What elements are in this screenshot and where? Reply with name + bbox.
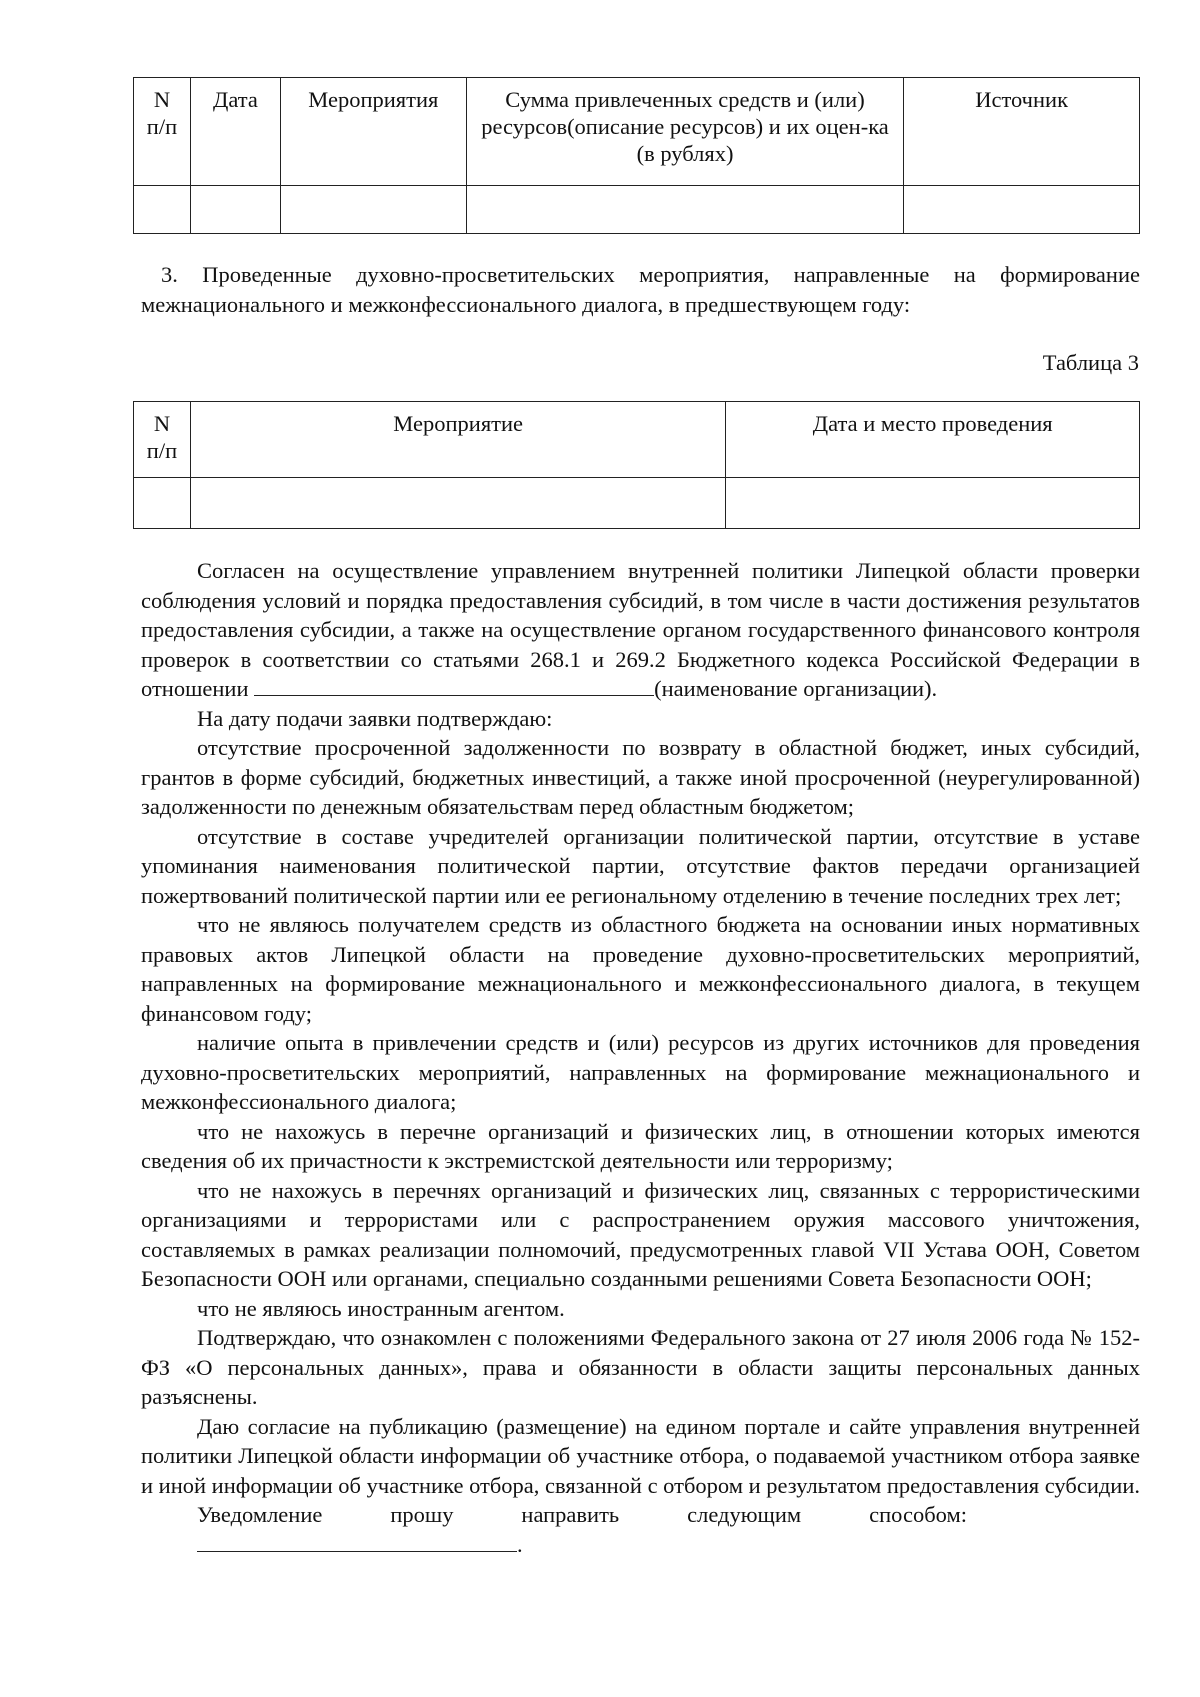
consent-text: Согласен на осуществление управлением внутренней политики Липецкой области проверки соблюдения условий и порядка предоставления субсидий, в том числе в части достижения результатов предоставления субсидии, а также на осуществление органом государственного финансового контроля проверок в соответствии со статьями 268.1 и 269.2 Бюджетного кодекса Российской Федерации в отношении: [141, 558, 1140, 701]
notify-word: направить: [521, 1502, 620, 1527]
notify-word: способом:: [869, 1502, 967, 1527]
table3-header-date-place: Дата и место проведения: [726, 402, 1140, 478]
confirm-item: что не нахожусь в перечнях организаций и физических лиц, связанных с террористическими организациями и террористами или с распространением оружия массового уничтожения, составляемых в рамках реализации полномочий, предусмотренных главой VII Устава ООН, Советом Безопасности ООН или органами, специально созданными решениями Совета Безопасности ООН;: [141, 1177, 1140, 1291]
organization-name-blank[interactable]: [254, 677, 654, 696]
table2-header-date: Дата: [190, 78, 280, 186]
notify-word: следующим: [687, 1502, 802, 1527]
confirm-item: что не являюсь получателем средств из областного бюджета на основании иных нормативных правовых актов Липецкой области на проведение духовно-просветительских мероприятий, направленных на формирование межнационального и межконфессионального диалога, в текущем финансовом году;: [141, 912, 1140, 1026]
table-cell[interactable]: [134, 478, 191, 529]
notify-line: [197, 1500, 967, 1530]
table3-header-num: N п/п: [134, 402, 191, 478]
confirm-item: отсутствие в составе учредителей организации политической партии, отсутствие в уставе упоминания наименования политической партии, отсутствие фактов передачи организацией пожертвований политической партии или ее региональному отделению в течение последних трех лет;: [141, 823, 1140, 908]
table-cell[interactable]: [190, 186, 280, 234]
consent-paragraph: [141, 556, 1140, 704]
section-3-heading: 3. Проведенные духовно-просветительских мероприятия, направленные на формирование межнационального и межконфессионального диалога, в предшествующем году:: [141, 262, 1140, 317]
confirm-item: что не являюсь иностранным агентом.: [197, 1295, 565, 1321]
notify-method-blank[interactable]: [197, 1533, 517, 1552]
notify-method-line: [197, 1530, 1140, 1560]
confirm-item: что не нахожусь в перечне организаций и физических лиц, в отношении которых имеются сведения об их причастности к экстремистской деятельности или терроризму;: [141, 1118, 1140, 1173]
table-row: [134, 478, 1140, 529]
table3-header-event: Мероприятие: [190, 402, 725, 478]
table2-header-events: Мероприятия: [280, 78, 466, 186]
table2-header-amount: Сумма привлеченных средств и (или) ресурсов(описание ресурсов) и их оцен-ка (в рублях): [466, 78, 903, 186]
table-cell[interactable]: [726, 478, 1140, 529]
declaration-body: [141, 556, 1140, 1559]
consent-suffix: (наименование организации).: [654, 676, 938, 701]
table-cell[interactable]: [190, 478, 725, 529]
table-row: [134, 186, 1140, 234]
table-cell[interactable]: [904, 186, 1140, 234]
personal-data-paragraph: Подтверждаю, что ознакомлен с положениями Федерального закона от 27 июля 2006 года № 152-ФЗ «О персональных данных», права и обязанности в области защиты персональных данных разъяснены.: [141, 1325, 1140, 1409]
table-cell[interactable]: [466, 186, 903, 234]
table-3-label: Таблица 3: [1042, 350, 1139, 375]
confirm-item: отсутствие просроченной задолженности по возврату в областной бюджет, иных субсидий, грантов в форме субсидий, бюджетных инвестиций, а также иной просроченной (неурегулированной) задолженности по денежным обязательствам перед областным бюджетом;: [141, 735, 1140, 819]
publication-consent-paragraph: Даю согласие на публикацию (размещение) на едином портале и сайте управления внутренней политики Липецкой области информации об участнике отбора, о подаваемой участником отбора заявке и иной информации об участнике отбора, связанной с отбором и результатом предоставления субсидии.: [141, 1413, 1141, 1498]
table-cell[interactable]: [134, 186, 191, 234]
notify-word: Уведомление: [197, 1502, 323, 1527]
table-cell[interactable]: [280, 186, 466, 234]
table2-header-source: Источник: [904, 78, 1140, 186]
table-3: [133, 401, 1140, 529]
notify-word: прошу: [390, 1502, 454, 1527]
table2-header-num: N п/п: [134, 78, 191, 186]
confirm-intro: На дату подачи заявки подтверждаю:: [197, 705, 553, 731]
confirm-item: наличие опыта в привлечении средств и (или) ресурсов из других источников для проведения духовно-просветительских мероприятий, направленных на формирование межнационального и межконфессионального диалога;: [141, 1030, 1140, 1114]
table-2: [133, 77, 1140, 234]
notify-end: .: [517, 1531, 523, 1557]
